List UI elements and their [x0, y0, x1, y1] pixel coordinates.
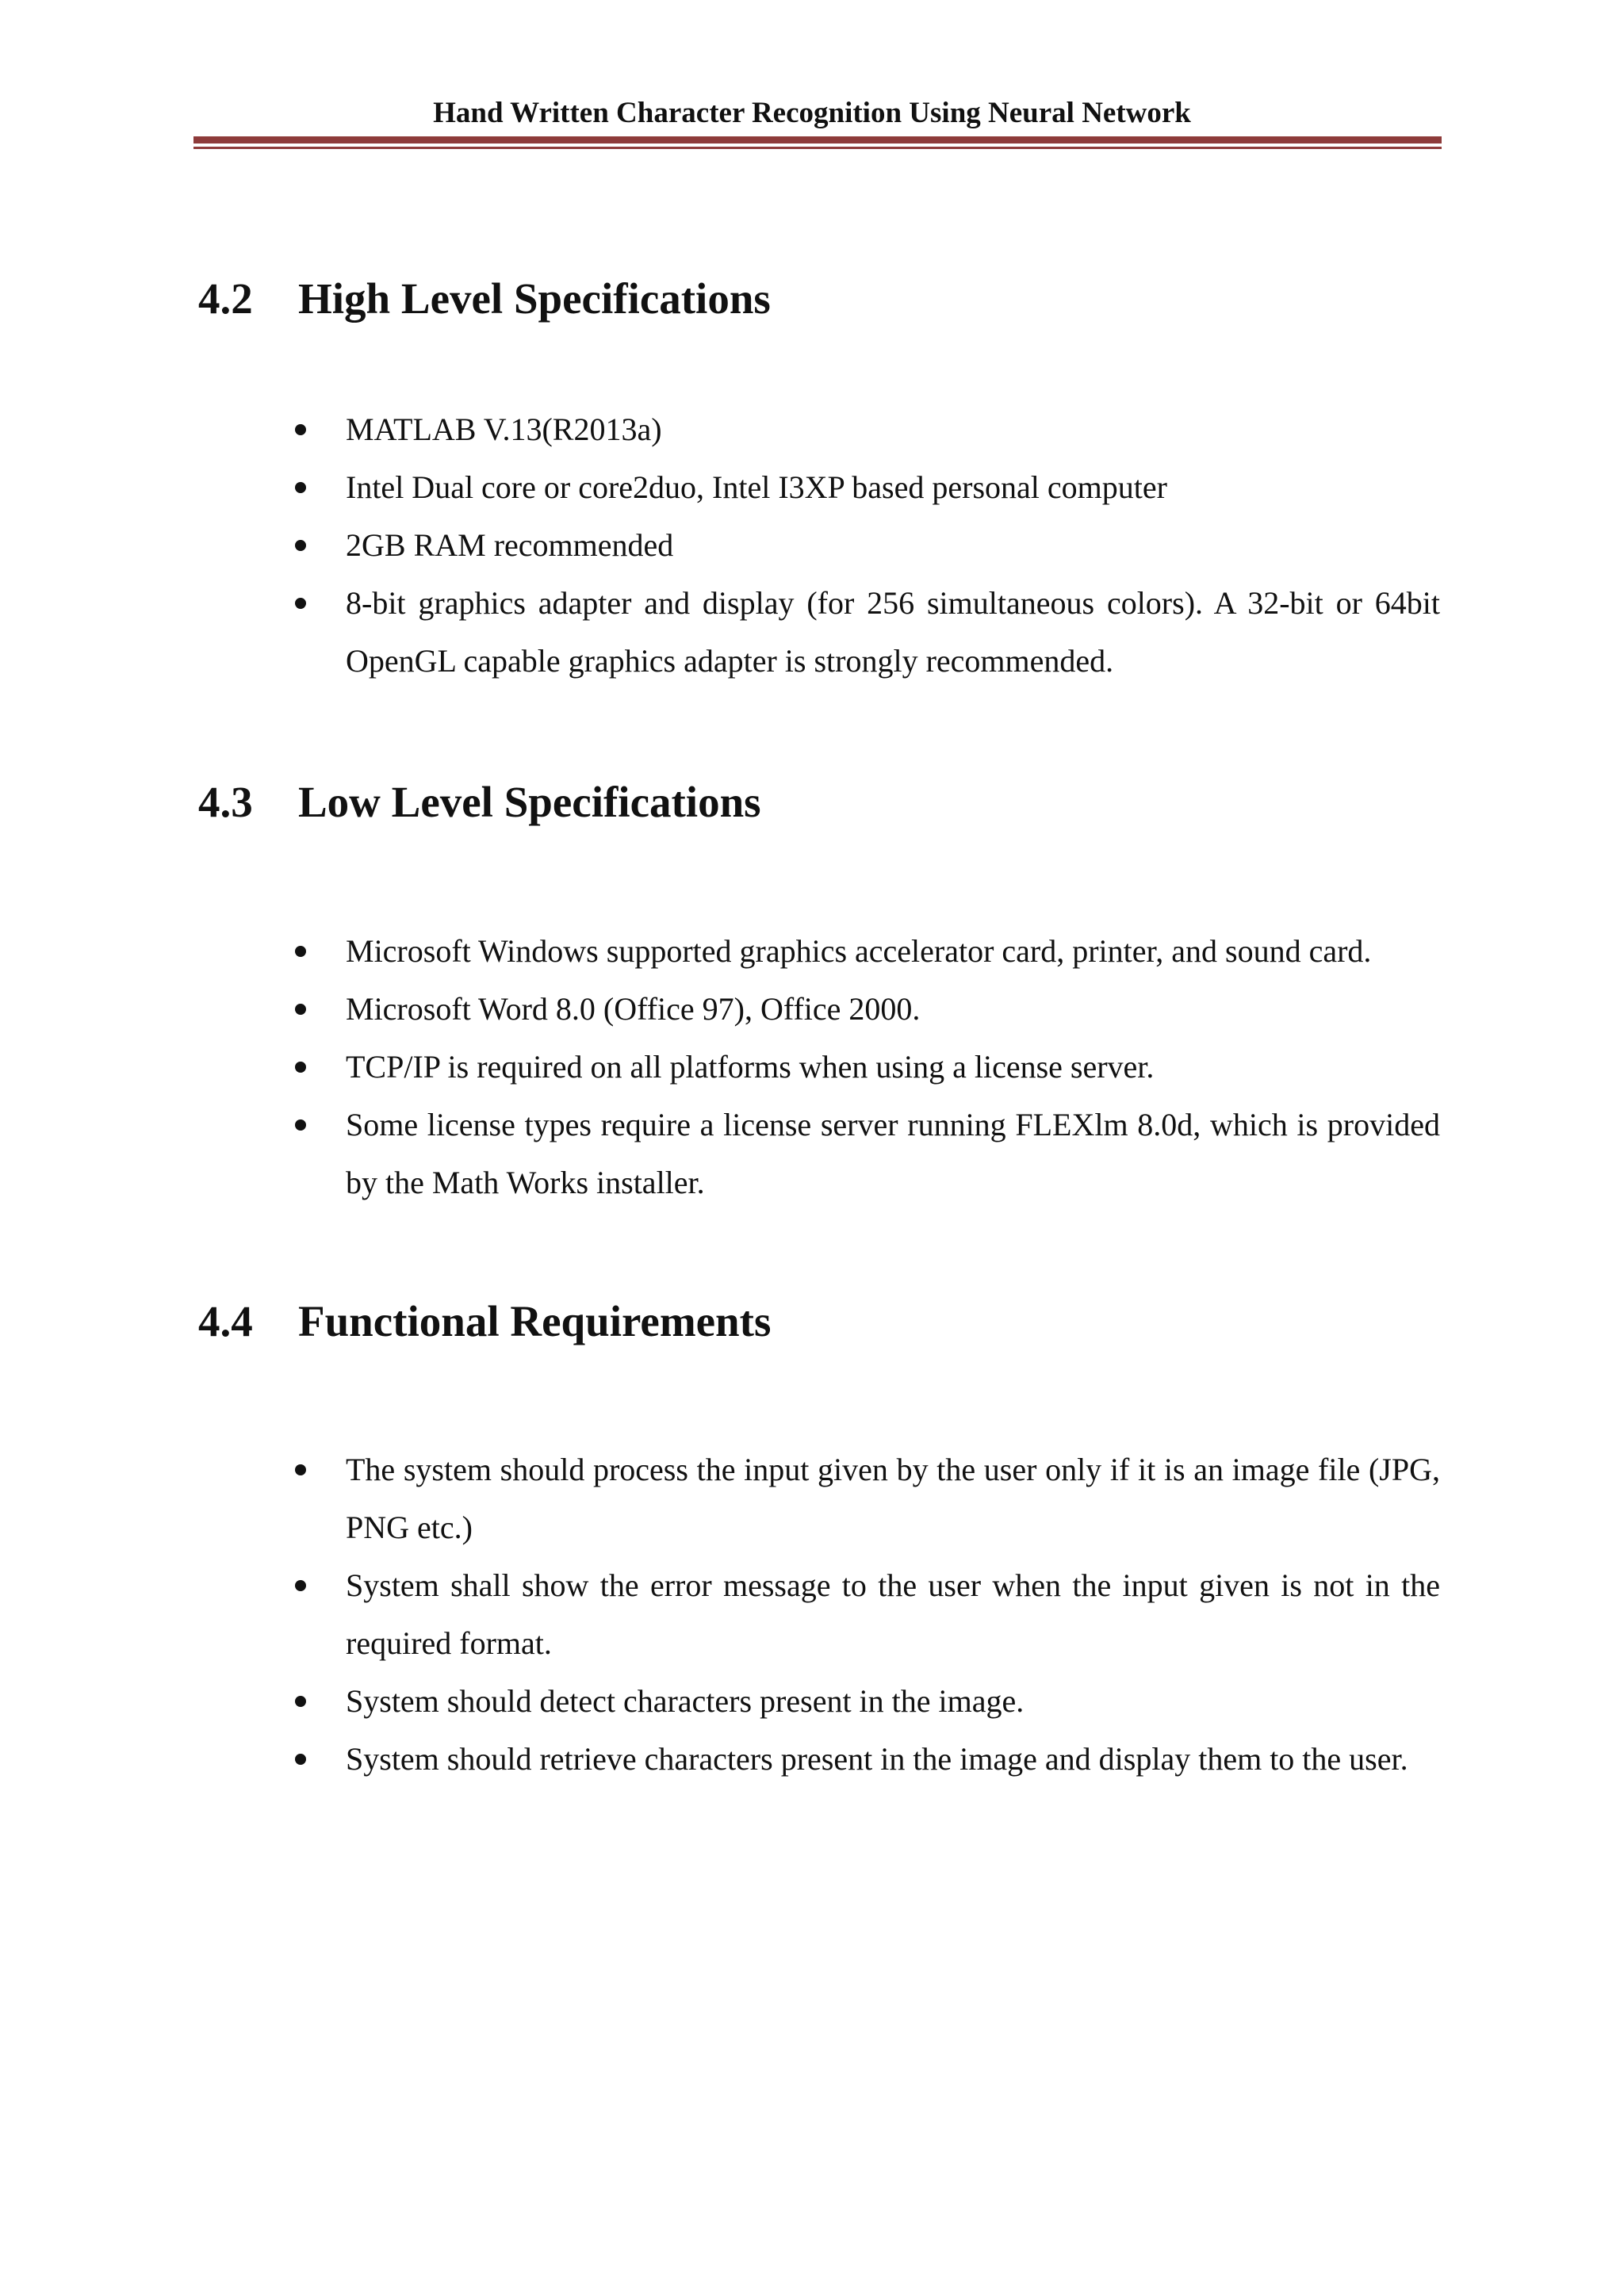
section-heading — [198, 777, 761, 828]
list-item-text: System should retrieve characters present in the image and display them to the user. — [346, 1741, 1408, 1777]
section-number: 4.2 — [198, 274, 253, 323]
bullet-icon — [295, 1119, 306, 1131]
bullet-icon — [295, 1062, 306, 1073]
bullet-list — [293, 1441, 1440, 1788]
list-item — [293, 980, 1440, 1038]
list-item-text: Microsoft Windows supported graphics accelerator card, printer, and sound card. — [346, 933, 1372, 969]
bullet-icon — [295, 946, 306, 957]
list-item — [293, 1730, 1440, 1788]
list-item-text: The system should process the input given by the user only if it is an image file (JPG, PNG etc.) — [346, 1452, 1440, 1545]
bullet-icon — [295, 1754, 306, 1765]
list-item — [293, 400, 1440, 458]
list-item-text: MATLAB V.13(R2013a) — [346, 411, 662, 447]
list-item-text: System should detect characters present in the image. — [346, 1683, 1025, 1719]
list-item-text: TCP/IP is required on all platforms when using a license server. — [346, 1049, 1155, 1085]
bullet-icon — [295, 424, 306, 435]
list-item-text: Intel Dual core or core2duo, Intel I3XP based personal computer — [346, 469, 1167, 505]
list-item-text: Some license types require a license server running FLEXlm 8.0d, which is provided by the Math Works installer. — [346, 1107, 1440, 1200]
section-title: Functional Requirements — [298, 1297, 772, 1345]
list-item — [293, 1441, 1440, 1556]
list-item-text: 8-bit graphics adapter and display (for 256 simultaneous colors). A 32-bit or 64bit OpenGL capable graphics adapter is strongly recommended. — [346, 585, 1440, 679]
bullet-icon — [295, 1580, 306, 1591]
section-number: 4.4 — [198, 1297, 253, 1345]
bullet-icon — [295, 1464, 306, 1475]
header-title: Hand Written Character Recognition Using Neural Network — [433, 97, 1191, 129]
list-item — [293, 922, 1440, 980]
bullet-icon — [295, 1004, 306, 1015]
list-item — [293, 1038, 1440, 1096]
section-number: 4.3 — [198, 778, 253, 826]
bullet-list — [293, 400, 1440, 690]
section-title: High Level Specifications — [298, 274, 771, 323]
header-rule — [193, 136, 1442, 144]
bullet-icon — [295, 482, 306, 493]
list-item — [293, 1556, 1440, 1672]
bullet-icon — [295, 1696, 306, 1707]
bullet-icon — [295, 540, 306, 551]
list-item — [293, 1672, 1440, 1730]
list-item-text: 2GB RAM recommended — [346, 527, 674, 563]
list-item — [293, 574, 1440, 690]
list-item — [293, 1096, 1440, 1211]
list-item-text: Microsoft Word 8.0 (Office 97), Office 2000. — [346, 991, 921, 1027]
list-item-text: System shall show the error message to the user when the input given is not in the required format. — [346, 1567, 1440, 1661]
list-item — [293, 458, 1440, 516]
section-heading — [198, 1296, 771, 1347]
section-title: Low Level Specifications — [298, 778, 761, 826]
bullet-list — [293, 922, 1440, 1211]
header-rule-thin — [193, 147, 1442, 149]
bullet-icon — [295, 598, 306, 609]
list-item — [293, 516, 1440, 574]
section-heading — [198, 274, 771, 324]
